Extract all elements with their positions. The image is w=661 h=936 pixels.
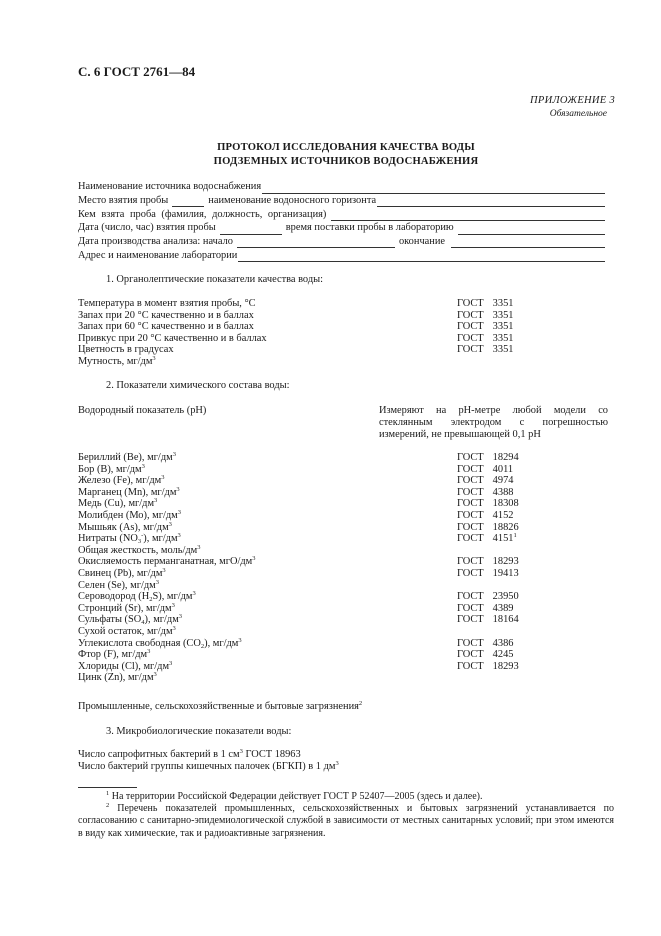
param-boron (78, 464, 145, 475)
aquifer-name-label: наименование водоносного горизонта (208, 194, 377, 206)
table-row (78, 672, 618, 684)
section-3-title: 3. Микробиологические показатели воды: (106, 726, 292, 737)
section-3-table (78, 749, 618, 773)
gost-number: 3351 (492, 309, 514, 321)
gost-label: ГОСТ (457, 509, 484, 521)
unit: мг/дм (153, 614, 179, 626)
param-name-tail: ), (143, 533, 152, 545)
subscript: 4 (141, 619, 145, 627)
table-row (78, 649, 618, 661)
table-row (78, 356, 618, 368)
param-name: Число бактерий группы кишечных палочек (БГКП) в 1 дм (78, 761, 336, 773)
param-hardness (78, 545, 200, 556)
superscript: 3 (169, 659, 173, 667)
gost-label: ГОСТ (457, 533, 484, 545)
superscript: 3 (161, 474, 165, 482)
unit: мг/дм (121, 649, 148, 661)
gost-label: ГОСТ (457, 649, 484, 661)
param-arsenic (78, 522, 172, 533)
param-chlorides (78, 661, 172, 672)
superscript: 3 (155, 578, 159, 586)
param-ph: Водородный показатель (рН) (78, 405, 207, 416)
table-row (78, 591, 618, 603)
param-name: Свинец (Pb), (78, 567, 137, 579)
table-row (78, 344, 618, 356)
delivery-time-label: время поставки пробы в лабораторию (285, 222, 454, 234)
table-row (78, 310, 618, 322)
superscript: 3 (153, 671, 157, 679)
param-beryllium (78, 452, 176, 463)
param-iron (78, 475, 165, 486)
gost-number: 18294 (492, 452, 519, 463)
param-name: Мутность, мг/дм (78, 355, 153, 367)
footnote-text: Перечень показателей промышленных, сельскохозяйственных и бытовых загрязнений устанавливается по согласованию с санитарно-эпидемиологической службой в зависимости от местных санитарных условий; при этом имеются в виду как химические, так и радиоактивные загрязнения. (78, 803, 614, 839)
gost-number: 18293 (492, 660, 519, 672)
industrial-pollution-row (78, 701, 618, 713)
form-line-date (78, 221, 606, 235)
protocol-form (78, 180, 606, 262)
table-row (78, 475, 618, 487)
section-2-table (78, 452, 618, 684)
unit: мг/дм (130, 579, 156, 591)
title-line-2: ПОДЗЕМНЫХ ИСТОЧНИКОВ ВОДОСНАБЖЕНИЯ (213, 156, 479, 167)
appendix-number: ПРИЛОЖЕНИЕ 3 (530, 95, 615, 106)
table-row (78, 510, 618, 522)
param-taste-20: Привкус при 20 °С качественно и в баллах (78, 332, 267, 344)
analysis-end-label: окончание (398, 235, 446, 247)
analysis-start-label: Дата производства анализа: начало (78, 235, 233, 247)
superscript: 3 (238, 636, 242, 644)
gost-number: 3351 (492, 298, 514, 309)
param-name: Фтор (F), (78, 649, 122, 661)
table-row (78, 452, 618, 464)
param-name: Сухой остаток, (78, 625, 147, 637)
table-row (78, 661, 618, 673)
section-1-table (78, 298, 618, 368)
superscript: 3 (154, 497, 158, 505)
param-manganese (78, 487, 180, 498)
gost-label: ГОСТ (457, 486, 484, 498)
unit: мг/дм (151, 533, 178, 545)
superscript: 3 (335, 760, 339, 768)
analysis-start-blank (237, 238, 395, 248)
unit: мг/дм (150, 486, 177, 498)
gost-number: 3351 (492, 332, 514, 344)
gost-label: ГОСТ (457, 463, 484, 475)
unit: мг/дм (212, 637, 239, 649)
gost-number: 4011 (492, 463, 514, 475)
param-turbidity (78, 356, 156, 367)
gost-label: ГОСТ (457, 498, 484, 510)
table-row (78, 749, 618, 761)
gost-number: 4152 (492, 509, 514, 521)
param-name-tail: ), (204, 637, 213, 649)
table-row (78, 545, 618, 557)
param-hydrogen-sulfide (78, 591, 196, 602)
superscript: 3 (178, 613, 183, 621)
gost-number: 18826 (492, 521, 519, 533)
gost-number: 19413 (492, 567, 519, 579)
gost-number: 3351 (492, 344, 514, 356)
section-2-title: 2. Показатели химического состава воды: (106, 380, 290, 391)
gost-label: ГОСТ (457, 602, 484, 614)
unit: мг/дм (147, 452, 173, 463)
footnote-2 (78, 803, 614, 840)
param-name: Цинк (Zn), (78, 672, 128, 684)
sampling-place-label: Место взятия пробы (78, 194, 169, 206)
unit: мг/дм (146, 602, 172, 614)
table-row (78, 638, 618, 650)
superscript: 3 (172, 451, 176, 458)
param-name: Хлориды (Cl), (78, 660, 144, 672)
unit: мг/дм (136, 567, 163, 579)
gost-label: ГОСТ (457, 567, 484, 579)
gost-number: 3351 (492, 321, 514, 333)
table-row (78, 626, 618, 638)
param-molybdenum (78, 510, 181, 521)
sampling-date-blank (220, 225, 282, 235)
table-row (78, 603, 618, 615)
gost-number: 18164 (492, 614, 519, 626)
gost-label: ГОСТ (457, 321, 484, 333)
param-selenium (78, 580, 159, 591)
table-row (78, 580, 618, 592)
param-odor-20: Запах при 20 °С качественно и в баллах (78, 309, 254, 321)
footnote-1 (78, 791, 614, 803)
ph-method-note: Измеряют на рН-метре любой модели со стеклянным электродом с погрешностью измерений, не превышающей 0,1 рН (379, 405, 608, 440)
gost-label: ГОСТ (457, 309, 484, 321)
footnote-ref: 1 (513, 532, 517, 540)
unit: мг/дм (143, 660, 170, 672)
gost-number: 18308 (492, 498, 519, 510)
gost-number: 18293 (492, 556, 519, 568)
param-color: Цветность в градусах (78, 344, 174, 356)
table-row (78, 556, 618, 568)
gost-number: 4245 (492, 649, 514, 661)
gost-label: ГОСТ (457, 614, 484, 626)
param-coliform (78, 761, 339, 772)
param-name: Сероводород (H (78, 591, 150, 603)
superscript: 3 (152, 354, 156, 362)
sampling-date-label: Дата (число, час) взятия пробы (78, 222, 216, 234)
param-name: Медь (Cu), (78, 498, 129, 510)
industrial-pollution-text: Промышленные, сельскохозяйственные и бытовые загрязнения (78, 701, 359, 712)
analysis-end-blank (451, 238, 605, 248)
superscript: 3 (171, 601, 175, 609)
gost-number: 4386 (492, 637, 514, 649)
param-lead (78, 568, 166, 579)
title-line-1: ПРОТОКОЛ ИССЛЕДОВАНИЯ КАЧЕСТВА ВОДЫ (217, 142, 475, 153)
param-name: Стронций (Sr), (78, 602, 147, 614)
param-name: Общая жесткость, моль/дм (78, 544, 198, 556)
gost-label: ГОСТ (457, 452, 484, 463)
param-name: Окисляемость перманганатная, мгО/дм (78, 556, 253, 568)
param-copper (78, 498, 157, 509)
param-sulfates (78, 614, 182, 625)
unit: мг/дм (146, 625, 173, 637)
gost-label: ГОСТ (457, 332, 484, 344)
param-name: Молибден (Мо), (78, 509, 153, 521)
param-temperature: Температура в момент взятия пробы, °С (78, 298, 256, 309)
table-row (78, 298, 618, 310)
unit: мг/дм (128, 498, 155, 510)
lab-address-blank (238, 252, 605, 262)
subscript: 3 (137, 538, 142, 546)
param-name: Углекислота свободная (CO (78, 637, 201, 649)
gost-number: 23950 (492, 591, 519, 603)
gost-ref: ГОСТ 18963 (242, 749, 301, 760)
sampled-by-blank (331, 211, 605, 221)
param-name: Селен (Se), (78, 579, 131, 591)
gost-label: ГОСТ (457, 521, 484, 533)
gost-number: 4151 (492, 533, 514, 545)
appendix-label (530, 95, 615, 120)
unit: мг/дм (116, 463, 142, 475)
aquifer-name-blank (377, 197, 605, 207)
superscript: 3 (162, 566, 166, 574)
source-name-label: Наименование источника водоснабжения (78, 181, 262, 193)
param-strontium (78, 603, 175, 614)
unit: мг/дм (166, 591, 193, 603)
param-name: Сульфаты (SO (78, 614, 142, 626)
source-name-blank (262, 184, 605, 194)
param-name: Бериллий (Ве), (78, 452, 148, 463)
superscript: 3 (197, 543, 201, 551)
unit: мг/дм (152, 509, 178, 521)
param-name: Мышьяк (As), (78, 521, 144, 533)
unit: мг/дм (127, 672, 154, 684)
sampling-place-blank (172, 197, 204, 207)
table-row (78, 487, 618, 499)
param-fluorine (78, 649, 150, 660)
superscript: 3 (192, 590, 196, 598)
gost-label: ГОСТ (457, 475, 484, 487)
gost-label: ГОСТ (457, 344, 484, 356)
superscript: 3 (252, 555, 256, 563)
appendix-status: Обязательное (549, 108, 607, 119)
superscript: 3 (177, 508, 182, 516)
footnote-mark: 1 (106, 790, 110, 797)
delivery-time-blank (458, 225, 605, 235)
param-name: Бор (В), (78, 463, 117, 475)
page-header: С. 6 ГОСТ 2761—84 (78, 64, 196, 79)
form-line-analysis (78, 235, 606, 249)
param-dry-residue (78, 626, 176, 637)
unit: мг/дм (143, 521, 169, 533)
footnote-separator (78, 787, 137, 788)
lab-address-label: Адрес и наименование лаборатории (78, 249, 238, 261)
param-nitrates (78, 533, 181, 544)
form-line-place (78, 194, 606, 208)
table-row (78, 533, 618, 545)
table-row (78, 464, 618, 476)
superscript: 3 (177, 532, 181, 540)
table-row (78, 568, 618, 580)
param-name: Число сапрофитных бактерий в 1 см (78, 749, 240, 760)
gost-label: ГОСТ (457, 591, 484, 603)
footnotes (78, 791, 614, 840)
table-row (78, 498, 618, 510)
superscript: 3 (172, 624, 176, 632)
form-line-sampler (78, 207, 606, 221)
unit: мг/дм (135, 475, 162, 487)
section-1-title: 1. Органолептические показатели качества воды: (106, 274, 323, 285)
form-line-lab (78, 248, 606, 262)
subscript: 2 (149, 596, 153, 604)
param-name-tail: ), (144, 614, 154, 626)
param-odor-60: Запах при 60 °С качественно и в баллах (78, 321, 254, 333)
form-line-source (78, 180, 606, 194)
gost-number: 4389 (492, 602, 514, 614)
table-row (78, 522, 618, 534)
subscript: 2 (200, 642, 205, 650)
footnote-ref: 2 (358, 700, 363, 707)
superscript: - (141, 532, 144, 540)
param-name: Нитраты (NO (78, 533, 138, 545)
protocol-title (0, 141, 661, 169)
gost-label: ГОСТ (457, 556, 484, 568)
table-row (78, 321, 618, 333)
param-zinc (78, 672, 157, 683)
gost-label: ГОСТ (457, 298, 484, 309)
param-permanganate (78, 556, 256, 567)
param-saprophytic (78, 749, 301, 760)
table-row (78, 333, 618, 345)
gost-label: ГОСТ (457, 660, 484, 672)
table-row (78, 761, 618, 773)
superscript: 3 (239, 748, 243, 755)
gost-number: 4974 (492, 475, 514, 487)
footnote-text: На территории Российской Федерации действует ГОСТ Р 52407—2005 (здесь и далее). (109, 791, 483, 802)
gost-number: 4388 (492, 486, 514, 498)
param-carbon-dioxide (78, 638, 242, 649)
superscript: 3 (147, 648, 151, 656)
superscript: 3 (168, 520, 172, 528)
footnote-mark: 2 (106, 802, 110, 810)
param-name-tail: S), (152, 591, 167, 603)
param-name: Марганец (Mn), (78, 486, 151, 498)
sampled-by-label: Кем взята проба (фамилия, должность, организация) (78, 208, 327, 220)
table-row (78, 614, 618, 626)
superscript: 3 (141, 462, 145, 470)
gost-label: ГОСТ (457, 637, 484, 649)
param-name: Железо (Fe), (78, 475, 136, 487)
superscript: 3 (176, 485, 180, 493)
